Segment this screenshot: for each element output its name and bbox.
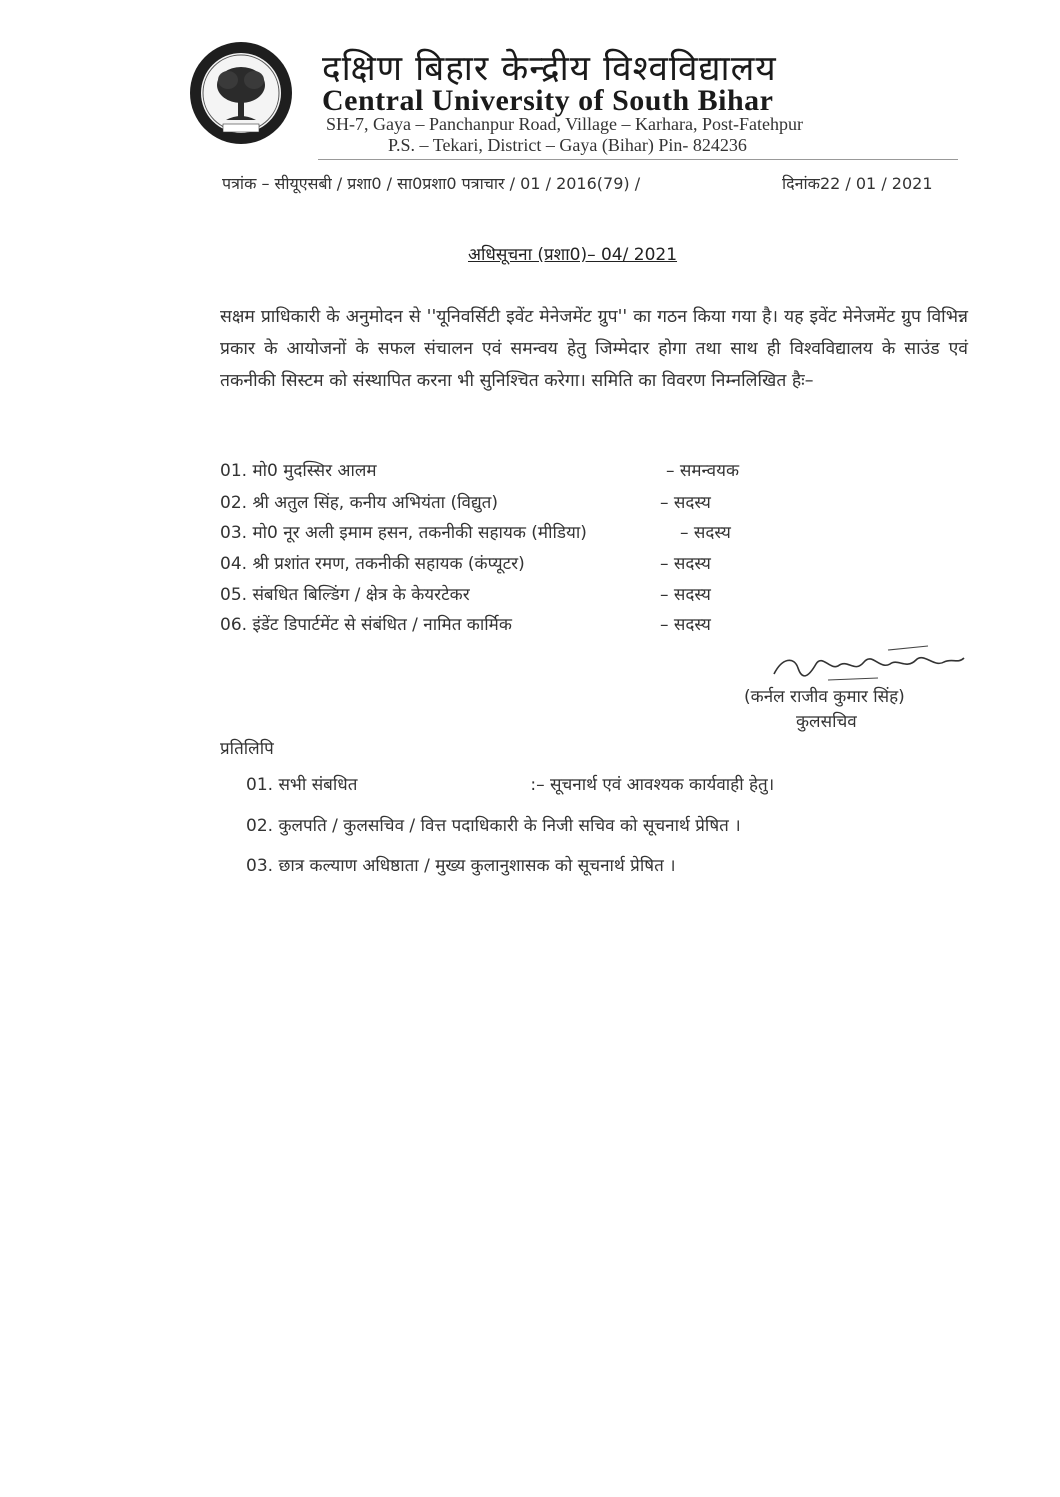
notification-title: अधिसूचना (प्रशा0)– 04/ 2021 bbox=[468, 245, 678, 265]
body-paragraph: सक्षम प्राधिकारी के अनुमोदन से ''यूनिवर्सिटी इवेंट मेनेजमेंट ग्रुप'' का गठन किया गया है। यह इवेंट मेनेजमेंट ग्रुप विभिन्न प्रकार के आयोजनों के सफल संचालन एवं समन्वय हेतु जिम्मेदार होगा तथा साथ ही विश्वविद्यालय के साउंड एवं तकनीकी सिस्टम को संस्थापित करना भी सुनिश्चित करेगा। समिति का विवरण निम्नलिखित हैः– bbox=[220, 307, 968, 391]
member-role: – सदस्य bbox=[660, 493, 711, 513]
copy-heading: प्रतिलिपि bbox=[220, 739, 274, 759]
member-role: – सदस्य bbox=[660, 585, 711, 605]
member-role: – समन्वयक bbox=[666, 461, 740, 481]
university-seal-icon bbox=[188, 40, 294, 146]
member-name: 03. मो0 नूर अली इमाम हसन, तकनीकी सहायक (मीडिया) bbox=[220, 523, 587, 543]
member-role: – सदस्य bbox=[660, 615, 711, 635]
member-name: 05. संबधित बिल्डिंग / क्षेत्र के केयरटेकर bbox=[220, 585, 470, 605]
copy-item: 02. कुलपति / कुलसचिव / वित्त पदाधिकारी के निजी सचिव को सूचनार्थ प्रेषित । bbox=[246, 816, 741, 836]
document-date: दिनांक22 / 01 / 2021 bbox=[782, 174, 933, 193]
signatory-name: (कर्नल राजीव कुमार सिंह) bbox=[744, 687, 905, 707]
member-role: – सदस्य bbox=[680, 523, 731, 543]
copy-item: 01. सभी संबधित :– सूचनार्थ एवं आवश्यक कार्यवाही हेतु। bbox=[246, 775, 775, 795]
header-divider bbox=[318, 159, 958, 160]
member-name: 06. इंडेंट डिपार्टमेंट से संबंधित / नामित कार्मिक bbox=[220, 615, 512, 635]
address-line-1: SH-7, Gaya – Panchanpur Road, Village – Karhara, Post-Fatehpur bbox=[326, 114, 803, 134]
member-name: 04. श्री प्रशांत रमण, तकनीकी सहायक (कंप्यूटर) bbox=[220, 554, 525, 574]
member-name: 01. मो0 मुदस्सिर आलम bbox=[220, 461, 377, 481]
copy-item: 03. छात्र कल्याण अधिष्ठाता / मुख्य कुलानुशासक को सूचनार्थ प्रेषित । bbox=[246, 856, 676, 876]
member-role: – सदस्य bbox=[660, 554, 711, 574]
member-name: 02. श्री अतुल सिंह, कनीय अभियंता (विद्युत) bbox=[220, 493, 498, 513]
signatory-designation: कुलसचिव bbox=[796, 712, 857, 732]
university-name-english: Central University of South Bihar bbox=[322, 84, 774, 117]
university-name-hindi: दक्षिण बिहार केन्द्रीय विश्वविद्यालय bbox=[322, 49, 777, 89]
address-line-2: P.S. – Tekari, District – Gaya (Bihar) Pin- 824236 bbox=[388, 135, 747, 155]
reference-number: पत्रांक – सीयूएसबी / प्रशा0 / सा0प्रशा0 पत्राचार / 01 / 2016(79) / bbox=[222, 174, 641, 193]
handwritten-signature-icon bbox=[768, 640, 968, 690]
